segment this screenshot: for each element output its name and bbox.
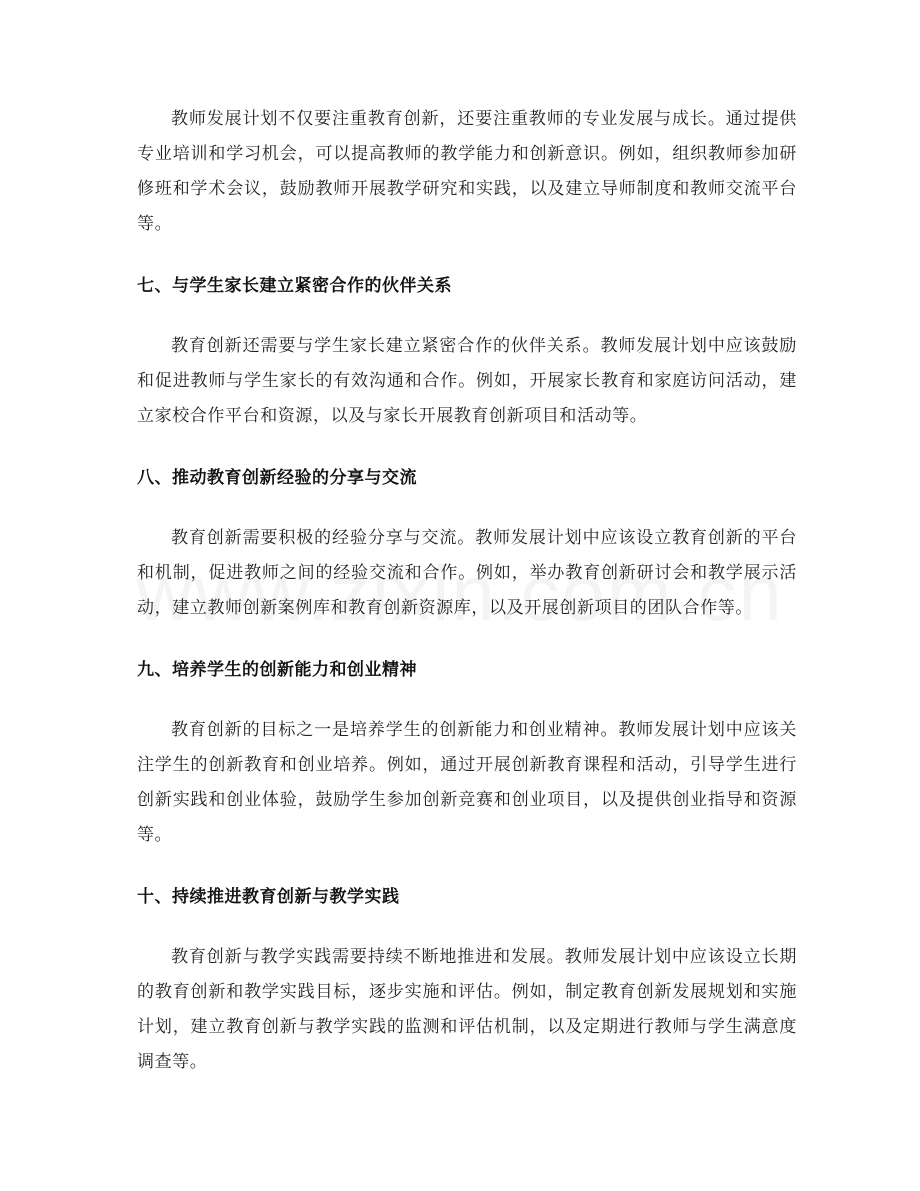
section-10-paragraph: 教育创新与教学实践需要持续不断地推进和发展。教师发展计划中应该设立长期的教育创新和教学实践目标，逐步实施和评估。例如，制定教育创新发展规划和实施计划，建立教育创新与教学实践的监测和评估机制，以及定期进行教师与学生满意度调查等。 xyxy=(137,947,797,1072)
section-7-heading: 七、与学生家长建立紧密合作的伙伴关系 xyxy=(137,276,452,296)
section-8-heading: 八、推动教育创新经验的分享与交流 xyxy=(137,468,417,488)
document-body xyxy=(137,102,797,1080)
intro-paragraph: 教师发展计划不仅要注重教育创新，还要注重教师的专业发展与成长。通过提供专业培训和学习机会，可以提高教师的教学能力和创新意识。例如，组织教师参加研修班和学术会议，鼓励教师开展教学研究和实践，以及建立导师制度和教师交流平台等。 xyxy=(137,109,797,234)
section-9-heading: 九、培养学生的创新能力和创业精神 xyxy=(137,660,417,680)
section-7-paragraph: 教育创新还需要与学生家长建立紧密合作的伙伴关系。教师发展计划中应该鼓励和促进教师与学生家长的有效沟通和合作。例如，开展家长教育和家庭访问活动，建立家校合作平台和资源，以及与家长开展教育创新项目和活动等。 xyxy=(137,336,797,426)
section-8-paragraph: 教育创新需要积极的经验分享与交流。教师发展计划中应该设立教育创新的平台和机制，促进教师之间的经验交流和合作。例如，举办教育创新研讨会和教学展示活动，建立教师创新案例库和教育创新资源库，以及开展创新项目的团队合作等。 xyxy=(137,528,797,618)
section-9-paragraph: 教育创新的目标之一是培养学生的创新能力和创业精神。教师发展计划中应该关注学生的创新教育和创业培养。例如，通过开展创新教育课程和活动，引导学生进行创新实践和创业体验，鼓励学生参加创新竞赛和创业项目，以及提供创业指导和资源等。 xyxy=(137,720,797,845)
section-10-heading: 十、持续推进教育创新与教学实践 xyxy=(137,887,400,907)
